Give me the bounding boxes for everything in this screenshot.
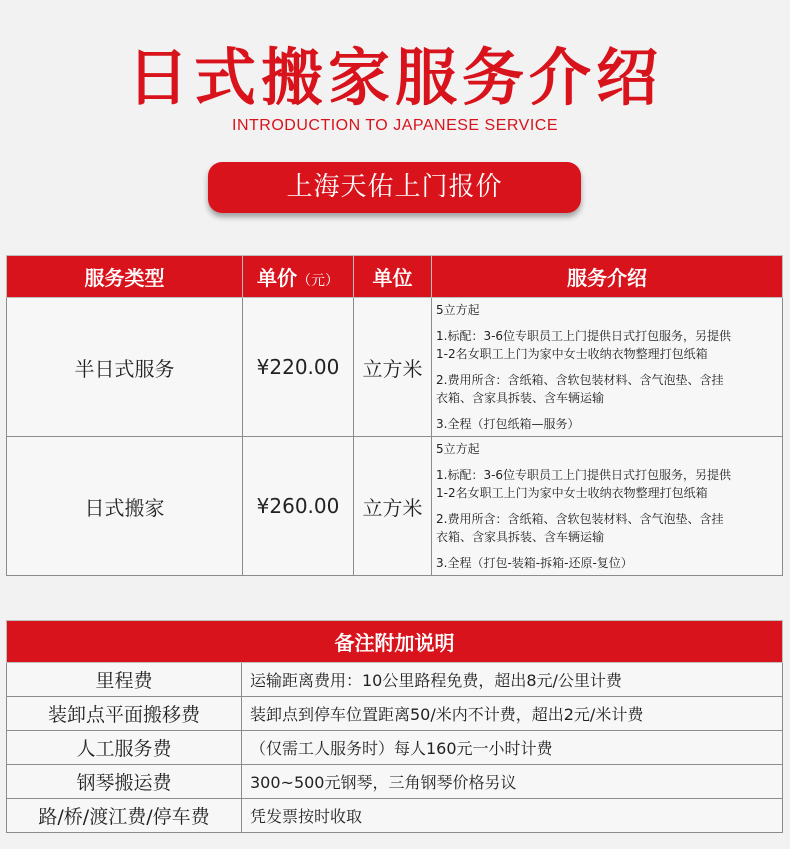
- fee-value: （仅需工人服务时）每人160元一小时计费: [242, 731, 783, 765]
- fee-label: 里程费: [7, 663, 242, 697]
- table-row: [7, 799, 783, 833]
- fee-label: 路/桥/渡江费/停车费: [7, 799, 242, 833]
- description-line: 衣箱、含家具拆装、含车辆运输: [436, 530, 605, 544]
- service-type-cell: 半日式服务: [7, 298, 243, 437]
- description-line: 5立方起: [436, 442, 480, 456]
- table-row: [7, 697, 783, 731]
- table-row: [7, 298, 783, 437]
- header-unit-price-label: 单价: [257, 266, 297, 290]
- description-line: 1-2名女职工上门为家中女士收纳衣物整理打包纸箱: [436, 486, 708, 500]
- header-description: 服务介绍: [432, 256, 783, 298]
- header-unit-price: [243, 256, 354, 298]
- fee-value: 300~500元钢琴，三角钢琴价格另议: [242, 765, 783, 799]
- table-row: [7, 765, 783, 799]
- fee-value: 运输距离费用：10公里路程免费，超出8元/公里计费: [242, 663, 783, 697]
- table-row: [7, 437, 783, 576]
- fee-value: 装卸点到停车位置距离50/米内不计费，超出2元/米计费: [242, 697, 783, 731]
- description-cell: [432, 298, 783, 437]
- fee-label: 钢琴搬运费: [7, 765, 242, 799]
- fee-label: 人工服务费: [7, 731, 242, 765]
- price-table-header: [7, 256, 783, 298]
- description-line: 1.标配：3-6位专职员工上门提供日式打包服务，另提供: [436, 329, 732, 343]
- header-unit: 单位: [354, 256, 432, 298]
- notes-title: 备注附加说明: [7, 621, 783, 663]
- price-cell: ¥260.00: [243, 437, 354, 576]
- page-title: 日式搬家服务介绍: [126, 41, 663, 114]
- description-line: 1-2名女职工上门为家中女士收纳衣物整理打包纸箱: [436, 347, 708, 361]
- price-table: [6, 255, 783, 576]
- header-unit-price-currency: （元）: [297, 273, 339, 289]
- unit-cell: 立方米: [354, 437, 432, 576]
- service-type-cell: 日式搬家: [7, 437, 243, 576]
- table-row: [7, 663, 783, 697]
- description-line: 2.费用所含：含纸箱、含软包装材料、含气泡垫、含挂: [436, 512, 724, 526]
- unit-cell: 立方米: [354, 298, 432, 437]
- fee-label: 装卸点平面搬移费: [7, 697, 242, 731]
- notes-table: [6, 620, 783, 833]
- description-line: 3.全程（打包纸箱—服务）: [436, 417, 580, 431]
- notes-header-row: [7, 621, 783, 663]
- description-cell: [432, 437, 783, 576]
- description-line: 2.费用所含：含纸箱、含软包装材料、含气泡垫、含挂: [436, 373, 724, 387]
- header-service-type: 服务类型: [7, 256, 243, 298]
- fee-value: 凭发票按时收取: [242, 799, 783, 833]
- page-subtitle: INTRODUCTION TO JAPANESE SERVICE: [232, 117, 558, 134]
- quote-banner: 上海天佑上门报价: [208, 162, 581, 213]
- description-line: 衣箱、含家具拆装、含车辆运输: [436, 391, 605, 405]
- description-line: 1.标配：3-6位专职员工上门提供日式打包服务，另提供: [436, 468, 732, 482]
- price-cell: ¥220.00: [243, 298, 354, 437]
- description-line: 3.全程（打包-装箱-拆箱-还原-复位）: [436, 556, 633, 570]
- table-row: [7, 731, 783, 765]
- description-line: 5立方起: [436, 303, 480, 317]
